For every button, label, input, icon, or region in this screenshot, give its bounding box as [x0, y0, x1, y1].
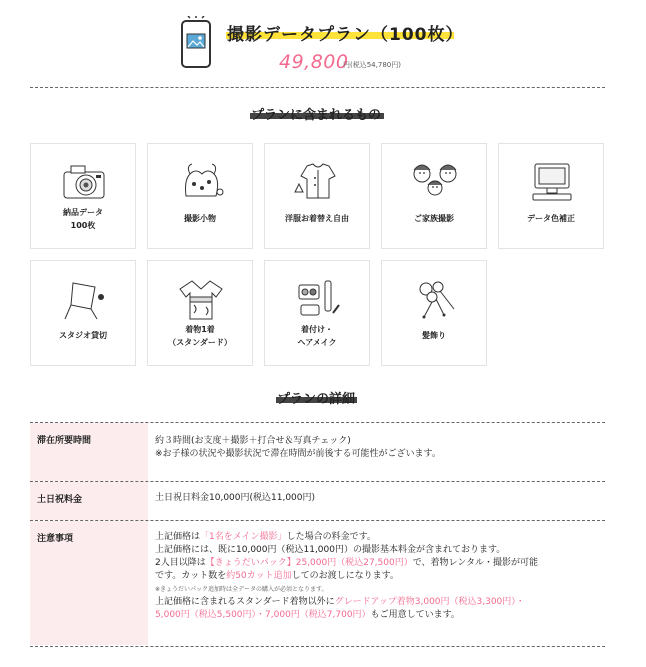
row-text-line: ※お子様の状況や撮影状況で滞在時間が前後する可能性がございます。 [155, 449, 441, 459]
row-label: 注意事項 [37, 534, 74, 544]
row-text-line: 土日祝日料金10,000円(税込11,000円) [155, 493, 316, 503]
item-label: スタジオ貸切 [59, 331, 107, 340]
item-card [381, 143, 487, 249]
item-label: 洋服お着替え自由 [285, 214, 349, 223]
hair-ornament-icon [410, 275, 460, 321]
item-card [147, 143, 253, 249]
camera-icon [59, 158, 109, 204]
item-card [147, 260, 253, 366]
text-fragment: した場合の料金です。 [286, 532, 376, 542]
text-fragment: もご用意しています。 [370, 610, 460, 620]
highlight-text: 5,000円（税込5,500円）・7,000円（税込7,700円） [155, 610, 371, 620]
smartphone-icon [180, 16, 212, 68]
divider [30, 87, 605, 88]
text-fragment: で、着物レンタル・撮影が可能 [412, 558, 538, 568]
plan-price: 49,800 [279, 51, 349, 73]
included-title: プランに含まれるもの [251, 108, 382, 123]
row-value [155, 531, 595, 622]
row-text-line: 約３時間(お支度＋撮影＋打合せ＆写真チェック) [155, 436, 351, 446]
highlight-text: 「1名をメイン撮影」 [200, 532, 287, 542]
item-card [498, 143, 604, 249]
family-icon [410, 158, 460, 204]
item-label: 撮影小物 [184, 214, 216, 223]
computer-icon [527, 158, 577, 204]
row-label: 土日祝料金 [37, 495, 83, 505]
item-label: 着付け・ ヘアメイク [297, 325, 337, 347]
row-value [155, 435, 595, 461]
item-card [264, 260, 370, 366]
makeup-icon [293, 275, 343, 321]
row-text-line [155, 531, 595, 544]
row-text-line [155, 557, 595, 570]
plan-header [0, 0, 646, 90]
row-value [155, 492, 595, 505]
item-label: ご家族撮影 [414, 214, 454, 223]
text-fragment: 上記価格は [155, 532, 201, 542]
row-label-cell [30, 423, 148, 481]
row-label: 滞在所要時間 [37, 436, 92, 446]
divider [30, 646, 605, 647]
item-card [30, 260, 136, 366]
row-text-line [155, 596, 595, 609]
item-card [381, 260, 487, 366]
plan-title: 撮影データプラン（100枚） [227, 25, 464, 45]
highlight-text: 約50カット追加 [226, 571, 292, 581]
studio-icon [59, 275, 109, 321]
clothes-icon [293, 158, 343, 204]
props-icon [176, 158, 226, 204]
text-fragment: 2人目以降は [155, 558, 206, 568]
row-text-line: 上記価格には、既に10,000円（税込11,000円）の撮影基本料金が含まれております。 [155, 545, 506, 555]
item-card [30, 143, 136, 249]
item-label: 髪飾り [422, 331, 446, 340]
item-label: 納品データ 100枚 [63, 208, 103, 230]
text-fragment: してのお渡しになります。 [291, 571, 399, 581]
text-fragment: 上記価格に含まれるスタンダード着物以外に [155, 597, 335, 607]
row-text-line [155, 609, 595, 622]
row-label-cell [30, 482, 148, 520]
row-text-line [155, 570, 595, 583]
item-label: データ色補正 [527, 214, 575, 223]
highlight-text: 【きょうだいパック】25,000円（税込27,500円） [205, 558, 413, 568]
text-fragment: です。カット数を [155, 571, 227, 581]
highlight-text: グレードアップ着物3,000円（税込3,300円）・ [334, 597, 525, 607]
item-label: 着物1着 （スタンダード） [168, 325, 232, 347]
footnote: ※きょうだいパック追加時は全データの購入が必須となります。 [155, 586, 328, 593]
details-title: プランの詳細 [277, 392, 356, 407]
plan-price-unit: 円(税込54,780円) [343, 61, 401, 69]
row-label-cell [30, 521, 148, 645]
kimono-icon [176, 275, 226, 321]
item-card [264, 143, 370, 249]
